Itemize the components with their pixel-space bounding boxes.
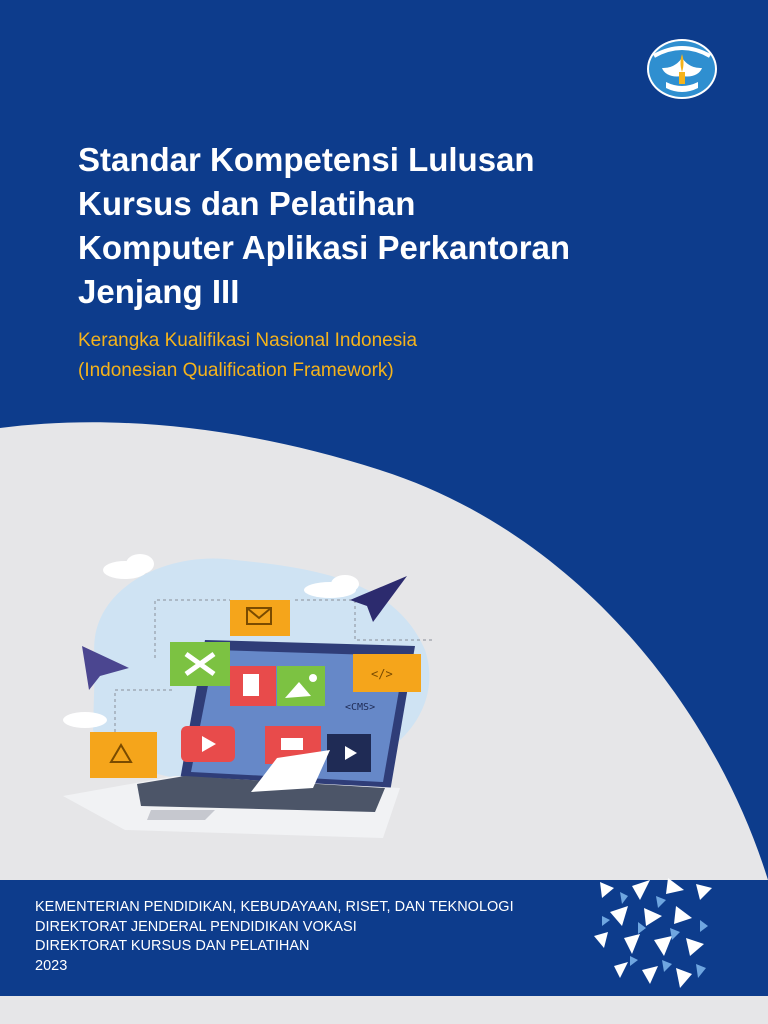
subtitle-line-2: (Indonesian Qualification Framework) [78, 360, 394, 381]
document-subtitle [78, 326, 678, 386]
ministry-name: KEMENTERIAN PENDIDIKAN, KEBUDAYAAN, RISET, DAN TEKNOLOGI [35, 899, 514, 915]
publisher-info [35, 898, 514, 976]
title-line-3: Komputer Aplikasi Perkantoran [78, 229, 571, 266]
laptop-office-apps-illustration [55, 540, 445, 860]
subtitle-line-1: Kerangka Kualifikasi Nasional Indonesia [78, 330, 418, 351]
publication-year: 2023 [35, 957, 68, 974]
directorate-name: DIREKTORAT KURSUS DAN PELATIHAN [35, 938, 310, 954]
warning-folder-icon [90, 732, 157, 778]
title-line-1: Standar Kompetensi Lulusan [78, 141, 535, 178]
decorative-shards-icon [580, 876, 720, 998]
title-line-4: Jenjang III [78, 273, 240, 310]
code-tag: </> [371, 667, 393, 681]
tut-wuri-handayani-icon [646, 38, 718, 100]
directorate-general-name: DIREKTORAT JENDERAL PENDIDIKAN VOKASI [35, 918, 357, 935]
document-title [78, 138, 718, 314]
cms-tag: <CMS> [345, 702, 376, 713]
title-line-2: Kursus dan Pelatihan [78, 185, 416, 222]
